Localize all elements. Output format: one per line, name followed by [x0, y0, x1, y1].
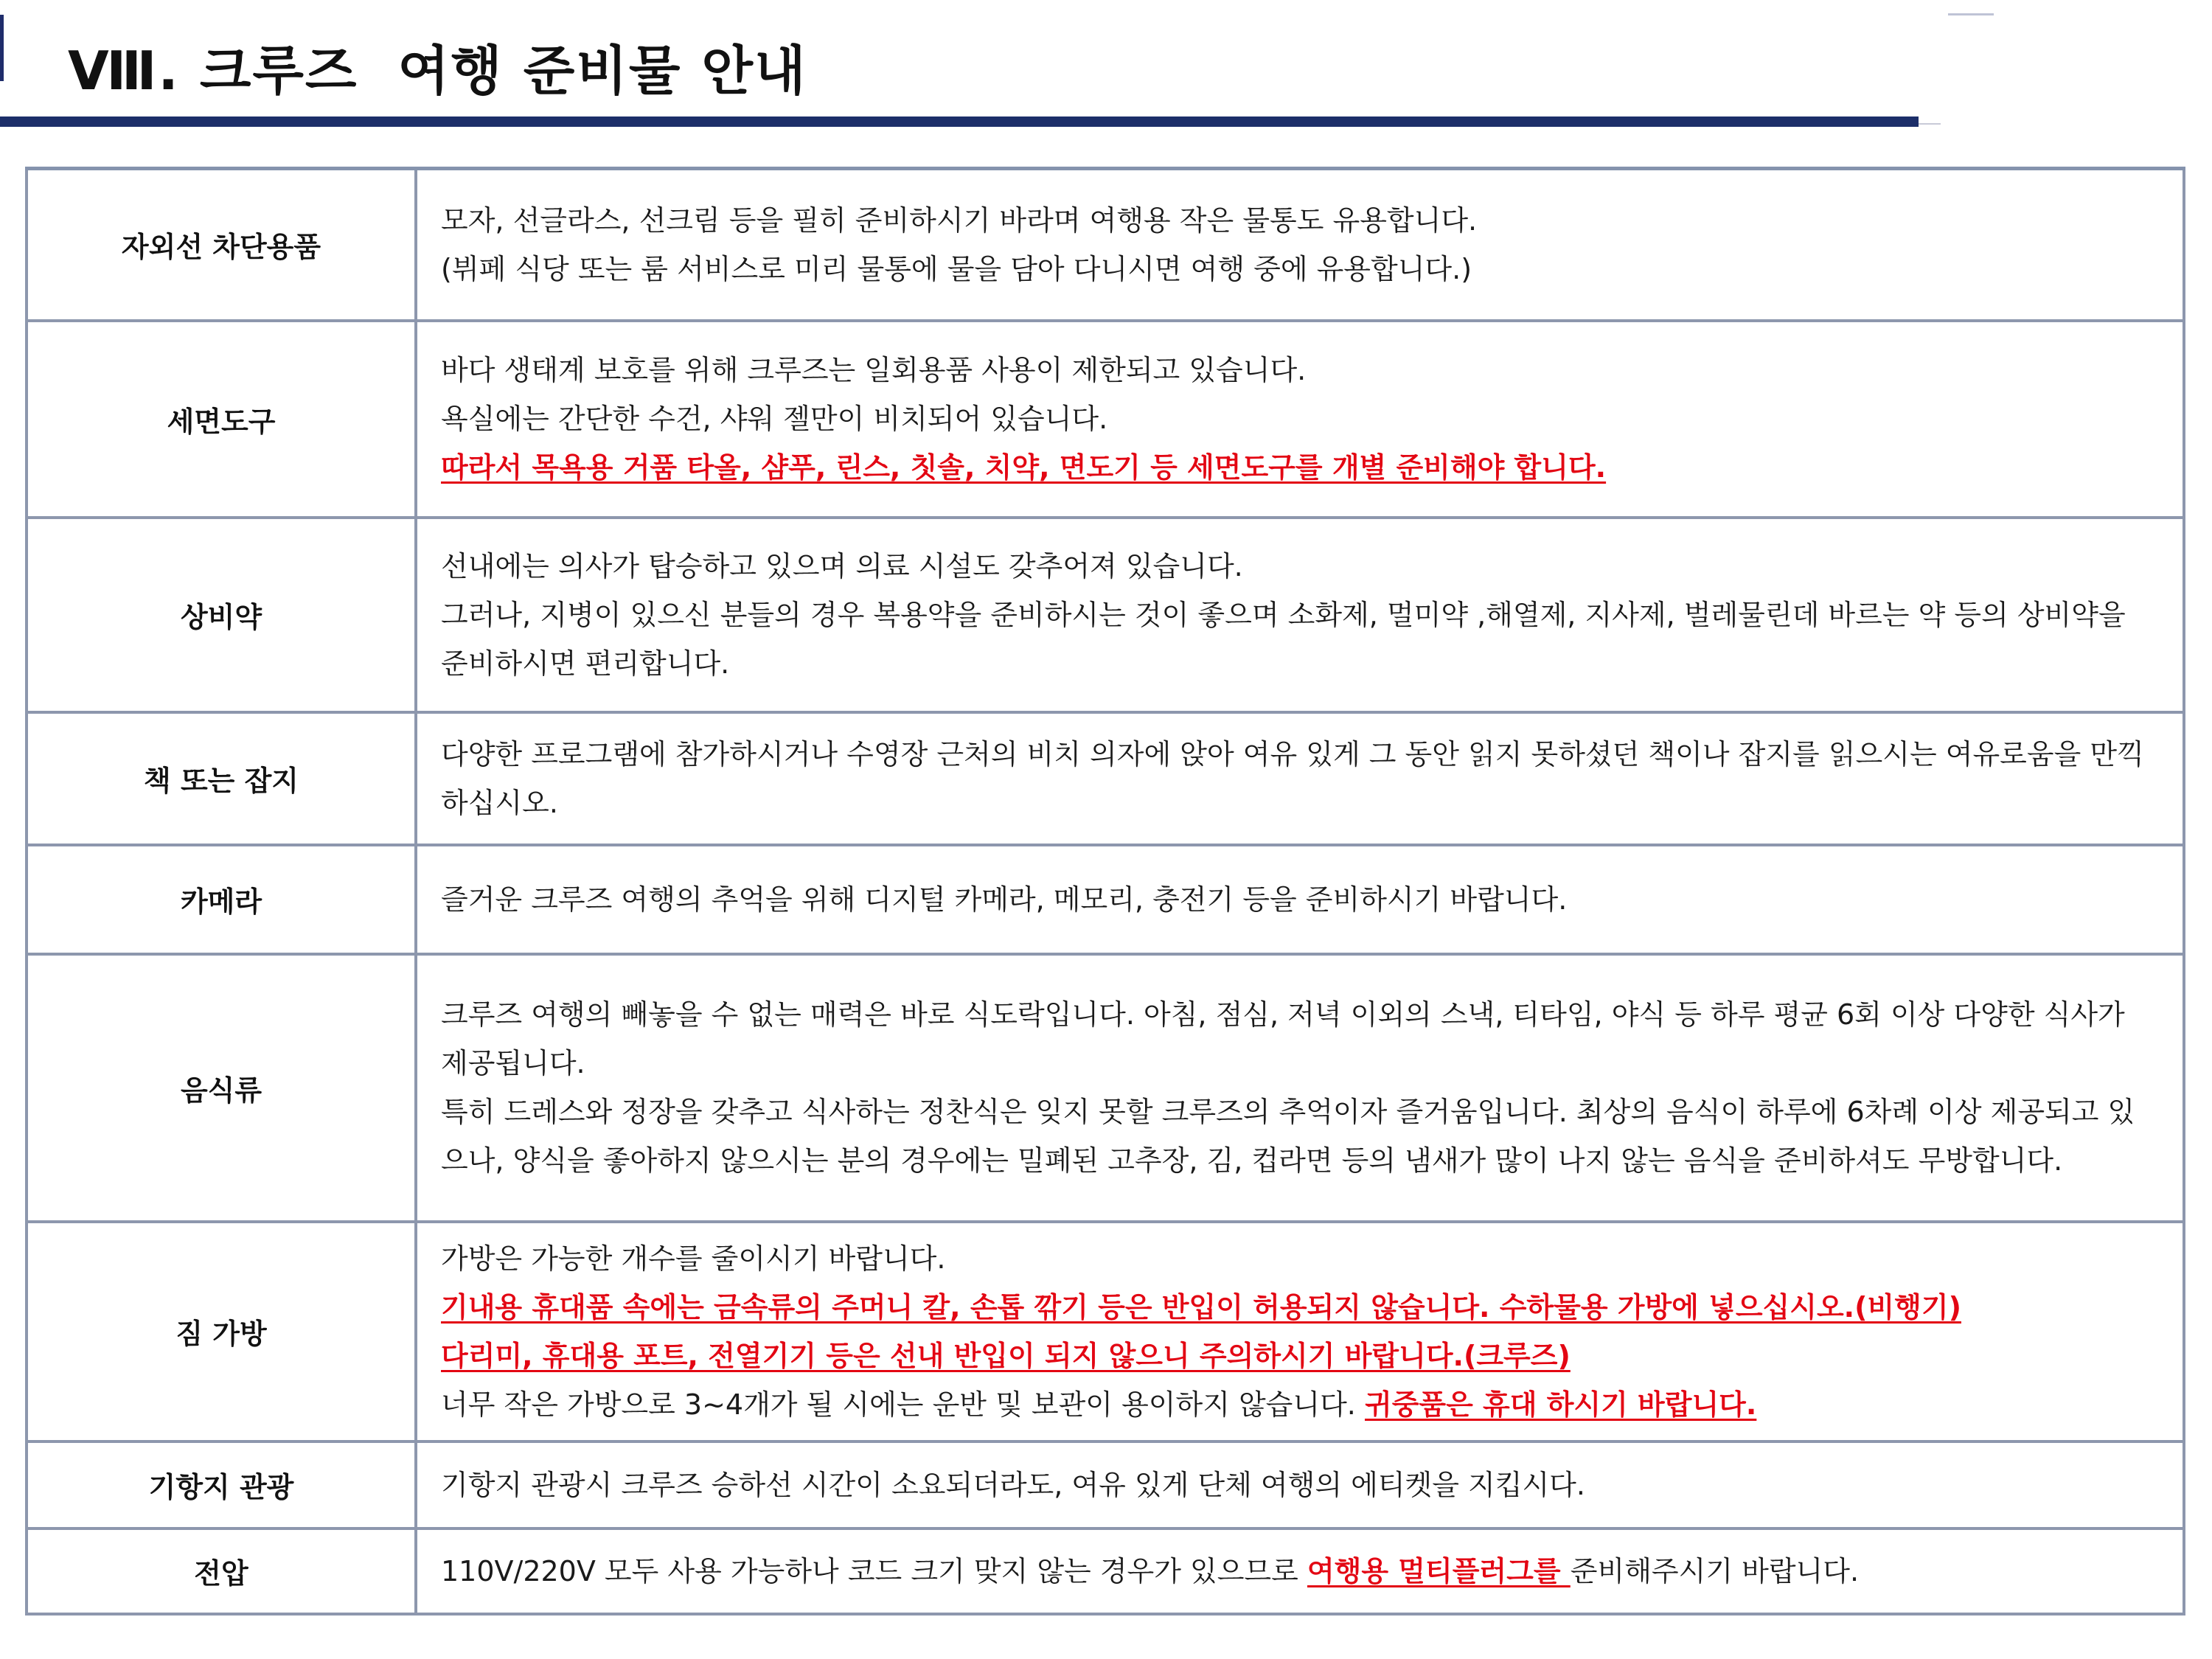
- table-row: [27, 518, 2184, 712]
- left-accent-mark: [0, 15, 4, 81]
- table-row: [27, 1441, 2184, 1528]
- table-row: [27, 845, 2184, 954]
- content-line: 특히 드레스와 정장을 갖추고 식사하는 정찬식은 잊지 못할 크루즈의 추억이자 즐거움입니다. 최상의 음식이 하루에 6차례 이상 제공되고 있으나, 양식을 좋아하지 않으시는 분의 경우에는 밀폐된 고추장, 김, 컵라면 등의 냄새가 많이 나지 않는 음식을 준비하셔도 무방합니다.: [441, 1096, 2135, 1177]
- warning-text: 기내용 휴대품 속에는 금속류의 주머니 칼, 손톱 깎기 등은 반입이 허용되지 않습니다. 수하물용 가방에 넣으십시오.(비행기): [441, 1290, 1961, 1324]
- row-content-toiletries: [416, 321, 2184, 518]
- row-content-shore-excursion: [416, 1441, 2184, 1528]
- content-line: 그러나, 지병이 있으신 분들의 경우 복용약을 준비하시는 것이 좋으며 소화제, 멀미약 ,해열제, 지사제, 벌레물린데 바르는 약 등의 상비약을 준비하시면 편리합니다.: [441, 598, 2126, 680]
- corner-decoration: [1948, 13, 1994, 15]
- table-row: [27, 712, 2184, 845]
- content-line: 가방은 가능한 개수를 줄이시기 바랍니다.: [441, 1242, 946, 1275]
- row-label-luggage: 짐 가방: [27, 1222, 416, 1441]
- warning-text: 따라서 목욕용 거품 타올, 샴푸, 린스, 칫솔, 치약, 면도기 등 세면도구를 개별 준비해야 합니다.: [441, 451, 1607, 484]
- preparation-table: [25, 167, 2185, 1615]
- title-underline-tail: [1919, 123, 1941, 125]
- content-line: 준비해주시기 바랍니다.: [1570, 1554, 1860, 1587]
- row-content-sunscreen: [416, 169, 2184, 321]
- table-row: [27, 321, 2184, 518]
- table-row: [27, 954, 2184, 1222]
- row-label-sunscreen: 자외선 차단용품: [27, 169, 416, 321]
- row-label-books: 책 또는 잡지: [27, 712, 416, 845]
- content-line: 너무 작은 가방으로 3~4개가 될 시에는 운반 및 보관이 용이하지 않습니다.: [441, 1388, 1365, 1421]
- content-line: 모자, 선글라스, 선크림 등을 필히 준비하시기 바라며 여행용 작은 물통도 유용합니다.: [441, 204, 1478, 237]
- row-content-medicine: [416, 518, 2184, 712]
- table-row: [27, 1222, 2184, 1441]
- row-label-shore-excursion: 기항지 관광: [27, 1441, 416, 1528]
- row-content-food: [416, 954, 2184, 1222]
- row-content-camera: [416, 845, 2184, 954]
- row-label-toiletries: 세면도구: [27, 321, 416, 518]
- row-content-voltage: [416, 1528, 2184, 1614]
- row-label-voltage: 전압: [27, 1528, 416, 1614]
- content-line: 크루즈 여행의 빼놓을 수 없는 매력은 바로 식도락입니다. 아침, 점심, 저녁 이외의 스낵, 티타임, 야식 등 하루 평균 6회 이상 다양한 식사가 제공됩니다.: [441, 998, 2125, 1079]
- page-title: Ⅷ. 크루즈 여행 준비물 안내: [68, 40, 807, 102]
- warning-text: 여행용 멀티플러그를: [1307, 1554, 1571, 1587]
- row-content-luggage: [416, 1222, 2184, 1441]
- table-row: [27, 1528, 2184, 1614]
- content-line: 욕실에는 간단한 수건, 샤워 젤만이 비치되어 있습니다.: [441, 403, 1108, 435]
- content-line: 110V/220V 모두 사용 가능하나 코드 크기 맞지 않는 경우가 있으므로: [441, 1554, 1307, 1587]
- content-line: (뷔페 식당 또는 룸 서비스로 미리 물통에 물을 담아 다니시면 여행 중에 유용합니다.): [441, 252, 1472, 285]
- content-line: 선내에는 의사가 탑승하고 있으며 의료 시설도 갖추어져 있습니다.: [441, 549, 1243, 582]
- row-label-medicine: 상비약: [27, 518, 416, 712]
- row-label-food: 음식류: [27, 954, 416, 1222]
- table-row: [27, 169, 2184, 321]
- title-underline-bar: [0, 116, 1919, 127]
- content-line: 기항지 관광시 크루즈 승하선 시간이 소요되더라도, 여유 있게 단체 여행의 에티켓을 지킵시다.: [441, 1468, 1585, 1501]
- row-label-camera: 카메라: [27, 845, 416, 954]
- row-content-books: [416, 712, 2184, 845]
- content-line: 다양한 프로그램에 참가하시거나 수영장 근처의 비치 의자에 앉아 여유 있게 그 동안 읽지 못하셨던 책이나 잡지를 읽으시는 여유로움을 만끽하십시오.: [441, 737, 2144, 819]
- content-line: 바다 생태계 보호를 위해 크루즈는 일회용품 사용이 제한되고 있습니다.: [441, 354, 1307, 386]
- warning-text: 귀중품은 휴대 하시기 바랍니다.: [1364, 1388, 1757, 1421]
- warning-text: 다리미, 휴대용 포트, 전열기기 등은 선내 반입이 되지 않으니 주의하시기 바랍니다.(크루즈): [441, 1339, 1571, 1372]
- content-line: 즐거운 크루즈 여행의 추억을 위해 디지털 카메라, 메모리, 충전기 등을 준비하시기 바랍니다.: [441, 883, 1568, 916]
